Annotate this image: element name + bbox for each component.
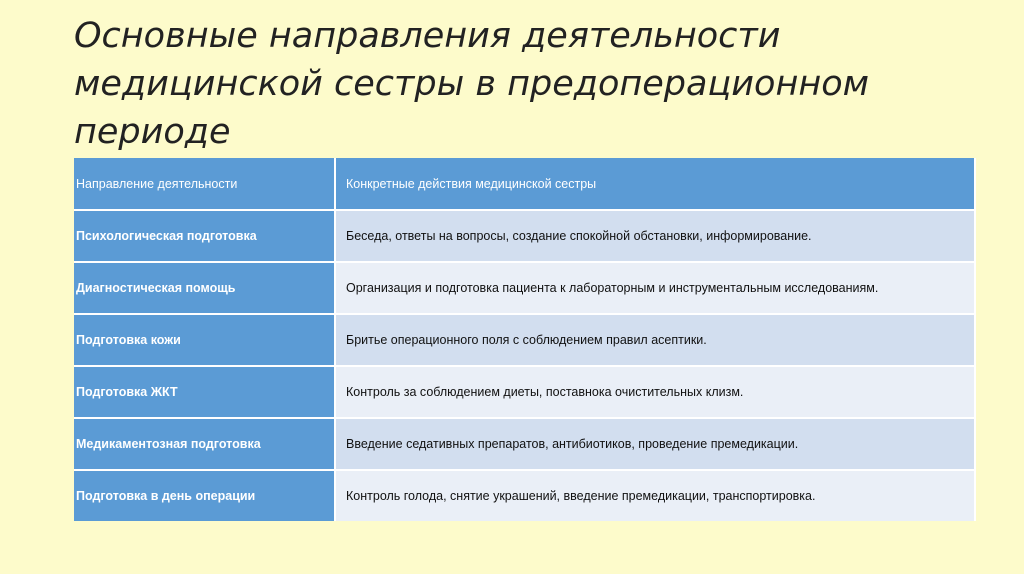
slide-title-line-2: медицинской сестры в предоперационном — [74, 64, 870, 104]
direction-cell: Медикаментозная подготовка — [74, 419, 336, 471]
table-row — [74, 419, 976, 471]
table-row — [74, 211, 976, 263]
direction-cell: Психологическая подготовка — [74, 211, 336, 263]
table-row — [74, 471, 976, 521]
table-row — [74, 367, 976, 419]
actions-cell: Бритье операционного поля с соблюдением правил асептики. — [336, 315, 976, 367]
slide-title-line-3: периоде — [74, 112, 231, 152]
direction-cell: Подготовка кожи — [74, 315, 336, 367]
slide-title-line-1: Основные направления деятельности — [74, 16, 781, 56]
activities-table — [74, 158, 976, 521]
actions-cell: Контроль голода, снятие украшений, введение премедикации, транспортировка. — [336, 471, 976, 521]
column-header-direction: Направление деятельности — [74, 158, 336, 211]
actions-cell: Беседа, ответы на вопросы, создание спокойной обстановки, информирование. — [336, 211, 976, 263]
direction-cell: Диагностическая помощь — [74, 263, 336, 315]
actions-cell: Контроль за соблюдением диеты, поставнока очистительных клизм. — [336, 367, 976, 419]
column-header-actions: Конкретные действия медицинской сестры — [336, 158, 976, 211]
actions-cell: Введение седативных препаратов, антибиотиков, проведение премедикации. — [336, 419, 976, 471]
table-header-row — [74, 158, 976, 211]
direction-cell: Подготовка в день операции — [74, 471, 336, 521]
actions-cell: Организация и подготовка пациента к лабораторным и инструментальным исследованиям. — [336, 263, 976, 315]
table-row — [74, 263, 976, 315]
direction-cell: Подготовка ЖКТ — [74, 367, 336, 419]
table-row — [74, 315, 976, 367]
slide-title — [74, 12, 974, 156]
